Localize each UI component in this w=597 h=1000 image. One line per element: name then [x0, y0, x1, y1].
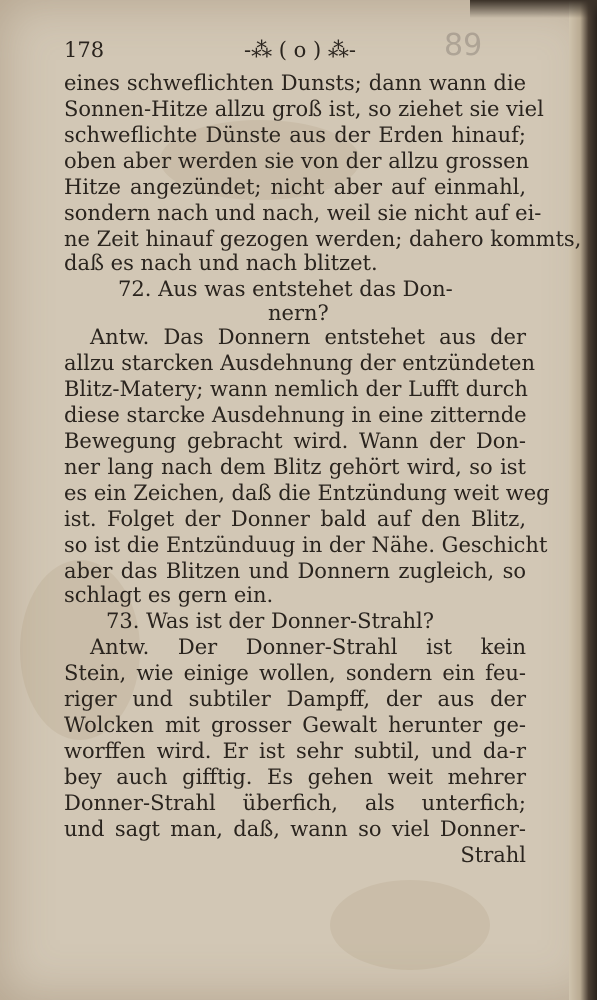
- text-line: aber das Blitzen und Donnern zugleich, so: [64, 559, 526, 583]
- text-line: diese starcke Ausdehnung in eine zitternde: [64, 403, 527, 427]
- text-line: sondern nach und nach, weil sie nicht auf ei-: [64, 201, 542, 225]
- question-73-heading: 73. Was ist der Donner-Strahl?: [106, 609, 434, 633]
- catchword: Strahl: [460, 843, 526, 867]
- text-line: riger und subtiler Dampff, der aus der: [64, 687, 526, 711]
- pencil-mark: 89: [444, 28, 483, 63]
- text-line: Donner-Strahl überfich, als unterfich;: [64, 791, 526, 815]
- text-line: Hitze angezündet; nicht aber auf einmahl,: [64, 175, 526, 199]
- text-line: bey auch gifftig. Es gehen weit mehrer: [64, 765, 526, 789]
- text-line: schlagt es gern ein.: [64, 583, 274, 607]
- text-line: Bewegung gebracht wird. Wann der Don-: [64, 429, 526, 453]
- text-line: Antw. Der Donner-Strahl ist kein: [90, 635, 526, 659]
- text-line: eines schweflichten Dunsts; dann wann die: [64, 71, 526, 95]
- text-line: ne Zeit hinauf gezogen werden; dahero kommts,: [64, 227, 582, 251]
- text-line: Sonnen-Hitze allzu groß ist, so ziehet sie viel: [64, 97, 544, 121]
- header-ornament: -⁂ ( o ) ⁂-: [244, 38, 356, 62]
- text-line: oben aber werden sie von der allzu grossen: [64, 149, 530, 173]
- question-72-heading: 72. Aus was entstehet das Don-: [118, 277, 453, 301]
- text-line: Stein, wie einige wollen, sondern ein feu-: [64, 661, 526, 685]
- text-line: worffen wird. Er ist sehr subtil, und da-r: [64, 739, 526, 763]
- text-line: allzu starcken Ausdehnung der entzündeten: [64, 351, 536, 375]
- text-line: so ist die Entzünduug in der Nähe. Geschicht: [64, 533, 548, 557]
- text-line: und sagt man, daß, wann so viel Donner-: [64, 817, 526, 841]
- text-line: Blitz-Matery; wann nemlich der Lufft durch: [64, 377, 528, 401]
- question-72-heading-cont: nern?: [268, 301, 329, 325]
- text-line: ner lang nach dem Blitz gehört wird, so ist: [64, 455, 526, 479]
- text-line: schweflichte Dünste aus der Erden hinauf;: [64, 123, 526, 147]
- text-line: ist. Folget der Donner bald auf den Blitz,: [64, 507, 526, 531]
- text-line: Antw. Das Donnern entstehet aus der: [90, 325, 526, 349]
- text-line: Wolcken mit grosser Gewalt herunter ge-: [64, 713, 526, 737]
- text-line: daß es nach und nach blitzet.: [64, 251, 378, 275]
- text-line: es ein Zeichen, daß die Entzündung weit weg: [64, 481, 550, 505]
- page-number: 178: [64, 38, 105, 62]
